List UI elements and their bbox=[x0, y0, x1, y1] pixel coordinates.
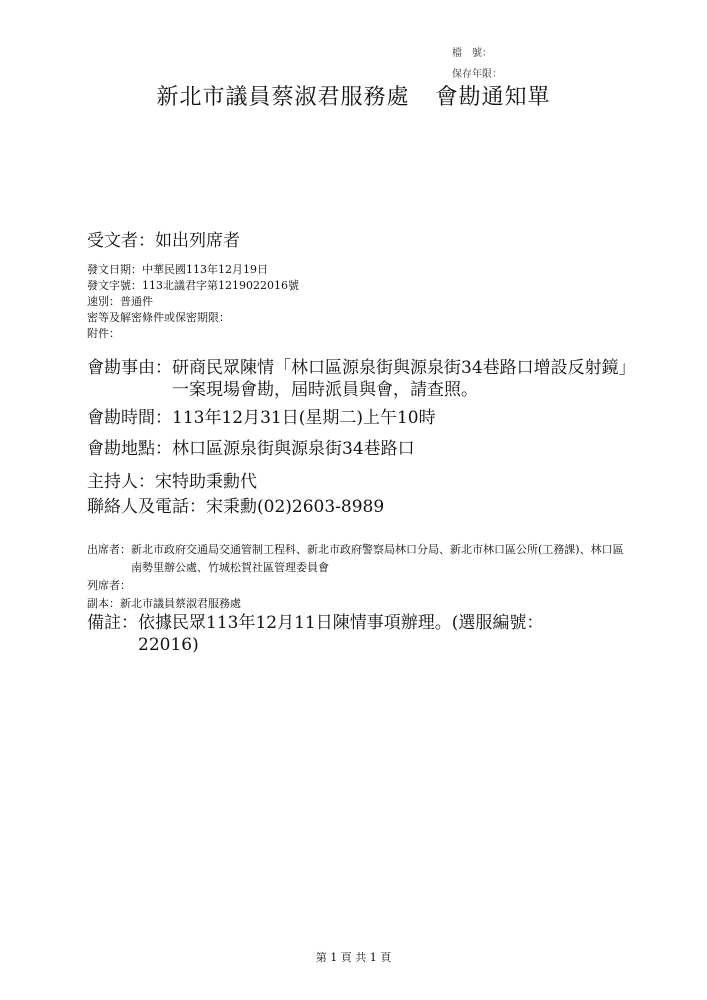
host-line: 主持人：宋特助秉勳代 bbox=[87, 472, 257, 492]
header-fields bbox=[87, 262, 299, 342]
retention-period-label: 保存年限： bbox=[452, 69, 502, 80]
present-text: 新北市政府交通局交通管制工程科、新北市政府警察局林口分局、新北市林口區公所(工務課)、林口區南勢里辦公處、竹城松賀社區管理委員會 bbox=[131, 543, 624, 574]
subject-text: 研商民眾陳情「林口區源泉街與源泉街34巷路口增設反射鏡」一案現場會勘，屆時派員與會，請查照。 bbox=[172, 358, 636, 400]
contact-line: 聯絡人及電話：宋秉勳(02)2603-8989 bbox=[87, 497, 385, 517]
subject-label: 會勘事由： bbox=[87, 358, 172, 378]
archive-number-label: 檔 號： bbox=[452, 48, 492, 59]
present-label: 出席者： bbox=[87, 543, 131, 556]
attachments-field: 附件： bbox=[87, 327, 120, 340]
issue-date: 發文日期：中華民國113年12月19日 bbox=[87, 263, 268, 276]
remarks-text: 依據民眾113年12月11日陳情事項辦理。(選服編號：22016) bbox=[138, 613, 544, 655]
delivery-speed: 速別：普通件 bbox=[87, 295, 153, 308]
document-title bbox=[0, 84, 707, 112]
document-number: 發文字號：113北議君字第1219022016號 bbox=[87, 279, 299, 292]
recipient-line: 受文者：如出列席者 bbox=[87, 231, 240, 251]
office-name: 新北市議員蔡淑君服務處 bbox=[156, 85, 410, 110]
inspection-place: 會勘地點：林口區源泉街與源泉街34巷路口 bbox=[87, 439, 415, 459]
page-footer: 第 1 頁 共 1 頁 bbox=[315, 951, 392, 964]
present-row bbox=[87, 541, 627, 577]
main-content bbox=[87, 357, 647, 518]
secrecy-level: 密等及解密條件或保密期限： bbox=[87, 311, 230, 324]
remarks-row bbox=[87, 612, 597, 656]
inspection-time: 會勘時間：113年12月31日(星期二)上午10時 bbox=[87, 408, 436, 428]
observers-line: 列席者： bbox=[87, 579, 131, 592]
attendees-section bbox=[87, 541, 627, 613]
copy-line: 副本：新北市議員蔡淑君服務處 bbox=[87, 597, 241, 610]
form-name: 會勘通知單 bbox=[435, 85, 551, 110]
subject-row bbox=[87, 357, 647, 401]
remarks-label: 備註： bbox=[87, 613, 138, 633]
